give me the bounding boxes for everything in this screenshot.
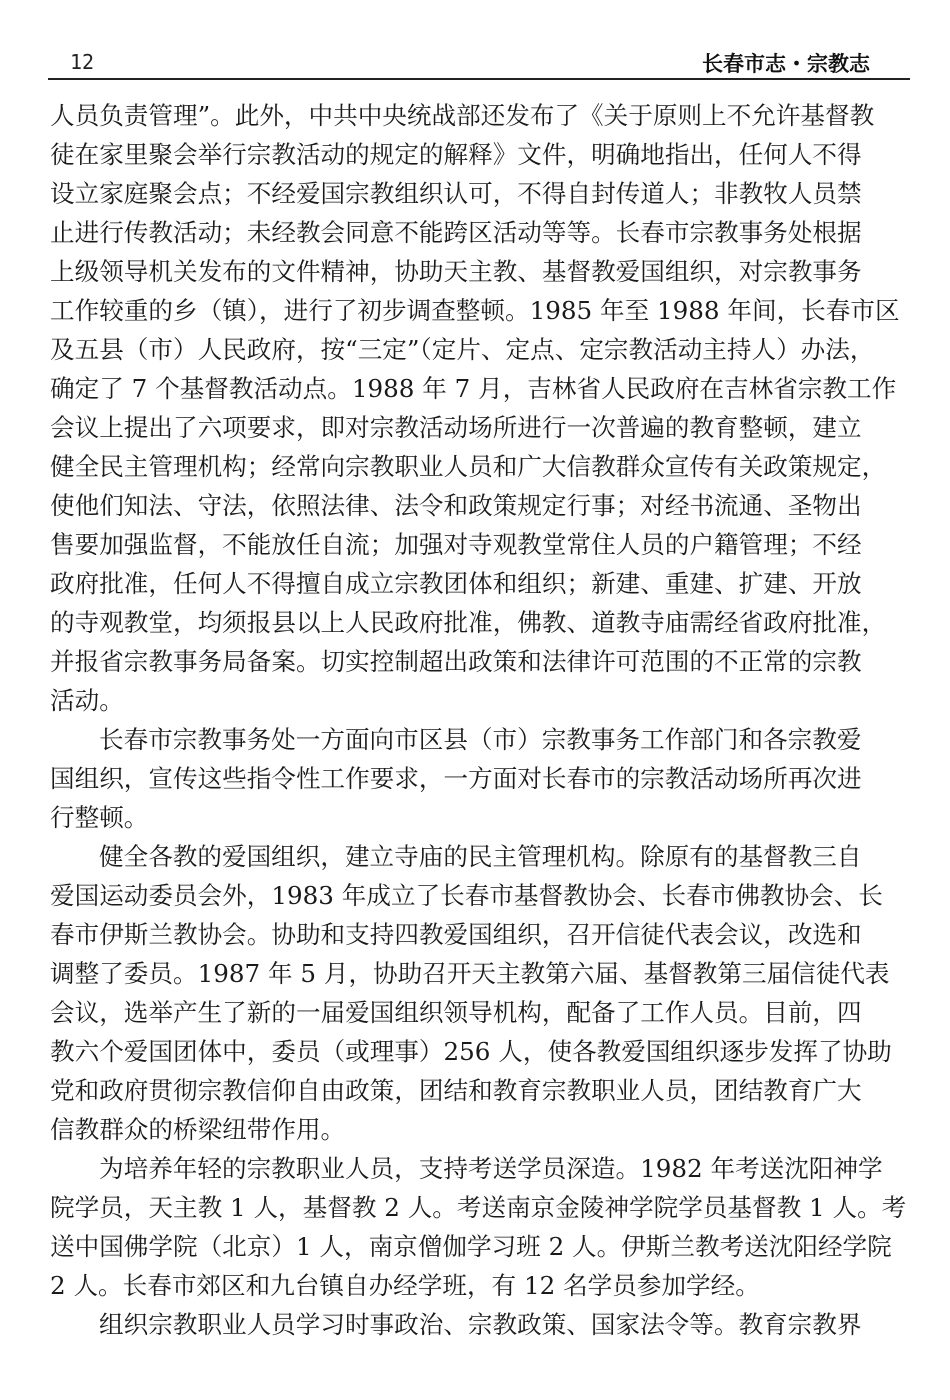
text-line: 2 人。长春市郊区和九台镇自办经学班，有 12 名学员参加学经。 xyxy=(50,1271,760,1300)
text-line: 国组织，宣传这些指令性工作要求，一方面对长春市的宗教活动场所再次进 xyxy=(50,764,862,793)
text-line: 工作较重的乡（镇），进行了初步调查整顿。1985 年至 1988 年间，长春市区 xyxy=(50,296,900,325)
text-line: 春市伊斯兰教协会。协助和支持四教爱国组织，召开信徒代表会议，改选和 xyxy=(50,920,862,949)
text-line: 使他们知法、守法，依照法律、法令和政策规定行事；对经书流通、圣物出 xyxy=(50,491,862,520)
text-line: 并报省宗教事务局备案。切实控制超出政策和法律许可范围的不正常的宗教 xyxy=(50,647,862,676)
page-number: 12 xyxy=(70,50,95,74)
text-line: 人员负责管理”。此外，中共中央统战部还发布了《关于原则上不允许基督教 xyxy=(50,101,875,130)
paragraph xyxy=(50,1305,912,1344)
text-line: 止进行传教活动；未经教会同意不能跨区活动等等。长春市宗教事务处根据 xyxy=(50,218,862,247)
text-line: 上级领导机关发布的文件精神，协助天主教、基督教爱国组织，对宗教事务 xyxy=(50,257,862,286)
text-line: 设立家庭聚会点；不经爱国宗教组织认可，不得自封传道人；非教牧人员禁 xyxy=(50,179,862,208)
text-line: 行整顿。 xyxy=(50,803,149,832)
paragraph xyxy=(50,1149,912,1305)
text-line: 调整了委员。1987 年 5 月，协助召开天主教第六届、基督教第三届信徒代表 xyxy=(50,959,890,988)
text-line: 确定了 7 个基督教活动点。1988 年 7 月，吉林省人民政府在吉林省宗教工作 xyxy=(50,374,897,403)
text-line: 健全各教的爱国组织，建立寺庙的民主管理机构。除原有的基督教三自 xyxy=(99,842,862,871)
text-line: 长春市宗教事务处一方面向市区县（市）宗教事务工作部门和各宗教爱 xyxy=(99,725,862,754)
page-header xyxy=(48,46,910,80)
text-line: 健全民主管理机构；经常向宗教职业人员和广大信教群众宣传有关政策规定， xyxy=(50,452,887,481)
running-title: 长春市志・宗教志 xyxy=(702,52,870,76)
text-line: 政府批准，任何人不得擅自成立宗教团体和组织；新建、重建、扩建、开放 xyxy=(50,569,862,598)
text-line: 的寺观教堂，均须报县以上人民政府批准，佛教、道教寺庙需经省政府批准， xyxy=(50,608,887,637)
paragraph xyxy=(50,720,912,837)
text-line: 党和政府贯彻宗教信仰自由政策，团结和教育宗教职业人员，团结教育广大 xyxy=(50,1076,862,1105)
header-divider xyxy=(48,78,910,80)
text-line: 及五县（市）人民政府，按“三定”（定片、定点、定宗教活动主持人）办法， xyxy=(50,335,875,364)
text-line: 为培养年轻的宗教职业人员，支持考送学员深造。1982 年考送沈阳神学 xyxy=(99,1154,883,1183)
text-line: 售要加强监督，不能放任自流；加强对寺观教堂常住人员的户籍管理；不经 xyxy=(50,530,862,559)
paragraph xyxy=(50,96,912,720)
paragraph xyxy=(50,837,912,1149)
text-line: 活动。 xyxy=(50,686,124,715)
text-line: 院学员，天主教 1 人，基督教 2 人。考送南京金陵神学院学员基督教 1 人。考 xyxy=(50,1193,907,1222)
body-text xyxy=(50,96,912,1386)
text-line: 教六个爱国团体中，委员（或理事）256 人，使各教爱国组织逐步发挥了协助 xyxy=(50,1037,892,1066)
text-line: 送中国佛学院（北京）1 人，南京僧伽学习班 2 人。伊斯兰教考送沈阳经学院 xyxy=(50,1232,892,1261)
text-line: 会议，选举产生了新的一届爱国组织领导机构，配备了工作人员。目前，四 xyxy=(50,998,862,1027)
text-line: 组织宗教职业人员学习时事政治、宗教政策、国家法令等。教育宗教界 xyxy=(99,1310,862,1339)
text-line: 爱国运动委员会外，1983 年成立了长春市基督教协会、长春市佛教协会、长 xyxy=(50,881,883,910)
text-line: 信教群众的桥梁纽带作用。 xyxy=(50,1115,346,1144)
text-line: 会议上提出了六项要求，即对宗教活动场所进行一次普遍的教育整顿，建立 xyxy=(50,413,862,442)
text-line: 徒在家里聚会举行宗教活动的规定的解释》文件，明确地指出，任何人不得 xyxy=(50,140,862,169)
